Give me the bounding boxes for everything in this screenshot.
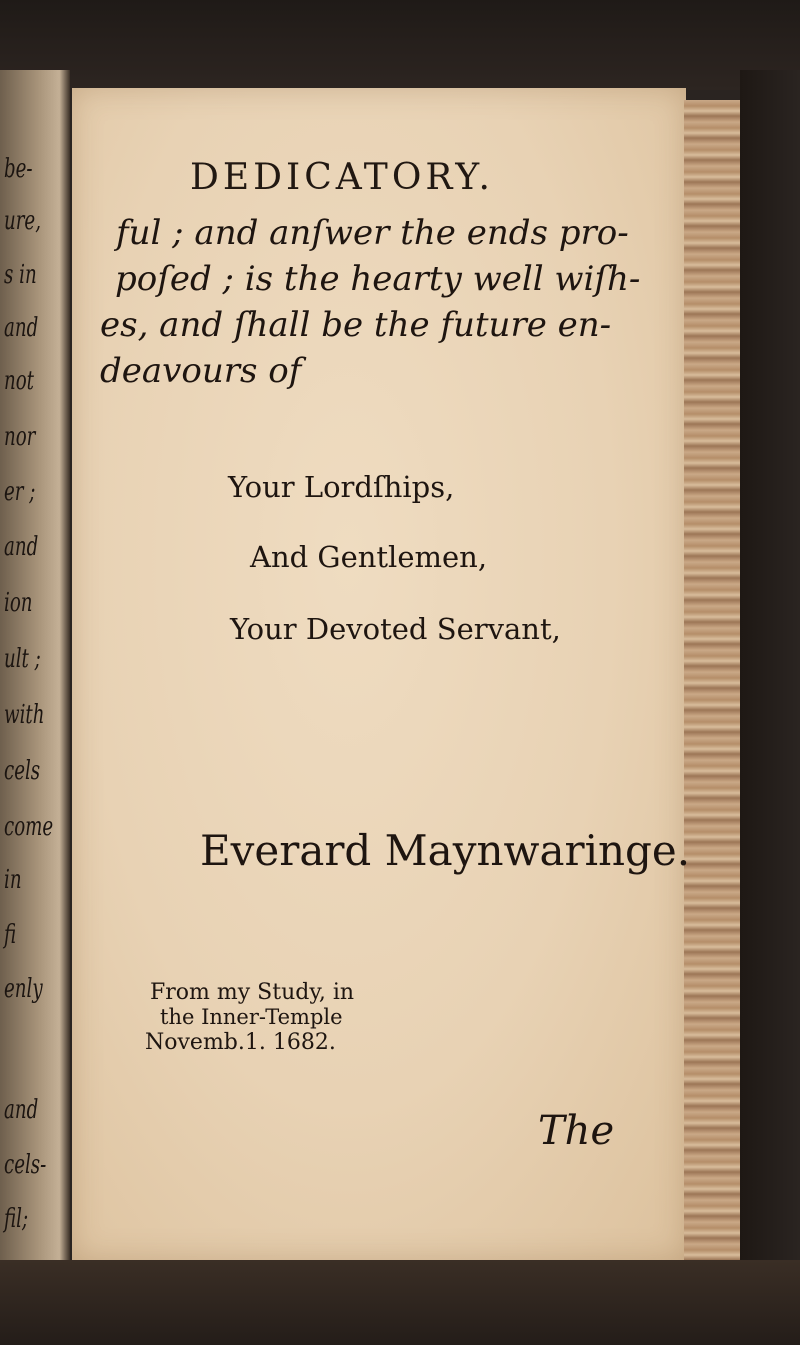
body-line: poſed ; is the hearty well wiſh-: [115, 259, 641, 299]
signature-name: Everard Maynwaringe.: [200, 826, 691, 875]
dateline-line: From my Study, in: [150, 980, 355, 1005]
facing-page-edge: [0, 70, 70, 1285]
facing-page-fragment: fi: [4, 920, 17, 950]
facing-page-fragment: ion: [4, 588, 33, 618]
facing-page-fragment: and: [4, 313, 39, 343]
facing-page-fragment: fil;: [4, 1204, 29, 1234]
closing-address: And Gentlemen,: [250, 540, 488, 574]
page-edges: [684, 100, 742, 1260]
facing-page-fragment: and: [4, 532, 39, 562]
facing-page-fragment: er ;: [4, 477, 36, 507]
facing-page-fragment: nor: [4, 422, 36, 452]
facing-page-fragment: not: [4, 366, 35, 396]
right-shadow: [740, 70, 800, 1285]
bottom-background: [0, 1260, 800, 1345]
body-line: es, and ſhall be the future en-: [100, 305, 612, 345]
closing-salutation: Your Lordſhips,: [228, 470, 455, 504]
dateline-line: Novemb.1. 1682.: [145, 1030, 336, 1055]
body-line: ful ; and anſwer the ends pro-: [116, 213, 629, 253]
body-line: deavours of: [100, 351, 302, 391]
facing-page-fragment: s in: [4, 260, 37, 290]
facing-page-fragment: with: [4, 700, 45, 730]
page-heading: DEDICATORY.: [190, 157, 494, 198]
facing-page-fragment: in: [4, 865, 22, 895]
body-text: [100, 210, 660, 394]
facing-page-fragment: ult ;: [4, 644, 41, 674]
facing-page-fragment: enly: [4, 974, 43, 1004]
facing-page-fragment: ure,: [4, 206, 41, 236]
catchword: The: [538, 1108, 615, 1154]
facing-page-fragment: and: [4, 1095, 39, 1125]
facing-page-fragment: come: [4, 812, 54, 842]
top-background: [0, 0, 800, 90]
facing-page-fragment: cels-: [4, 1150, 47, 1180]
facing-page-fragment: be-: [4, 154, 33, 184]
closing-servant: Your Devoted Servant,: [230, 612, 561, 646]
facing-page-fragment: cels: [4, 756, 41, 786]
dateline-line: the Inner-Temple: [160, 1005, 343, 1029]
